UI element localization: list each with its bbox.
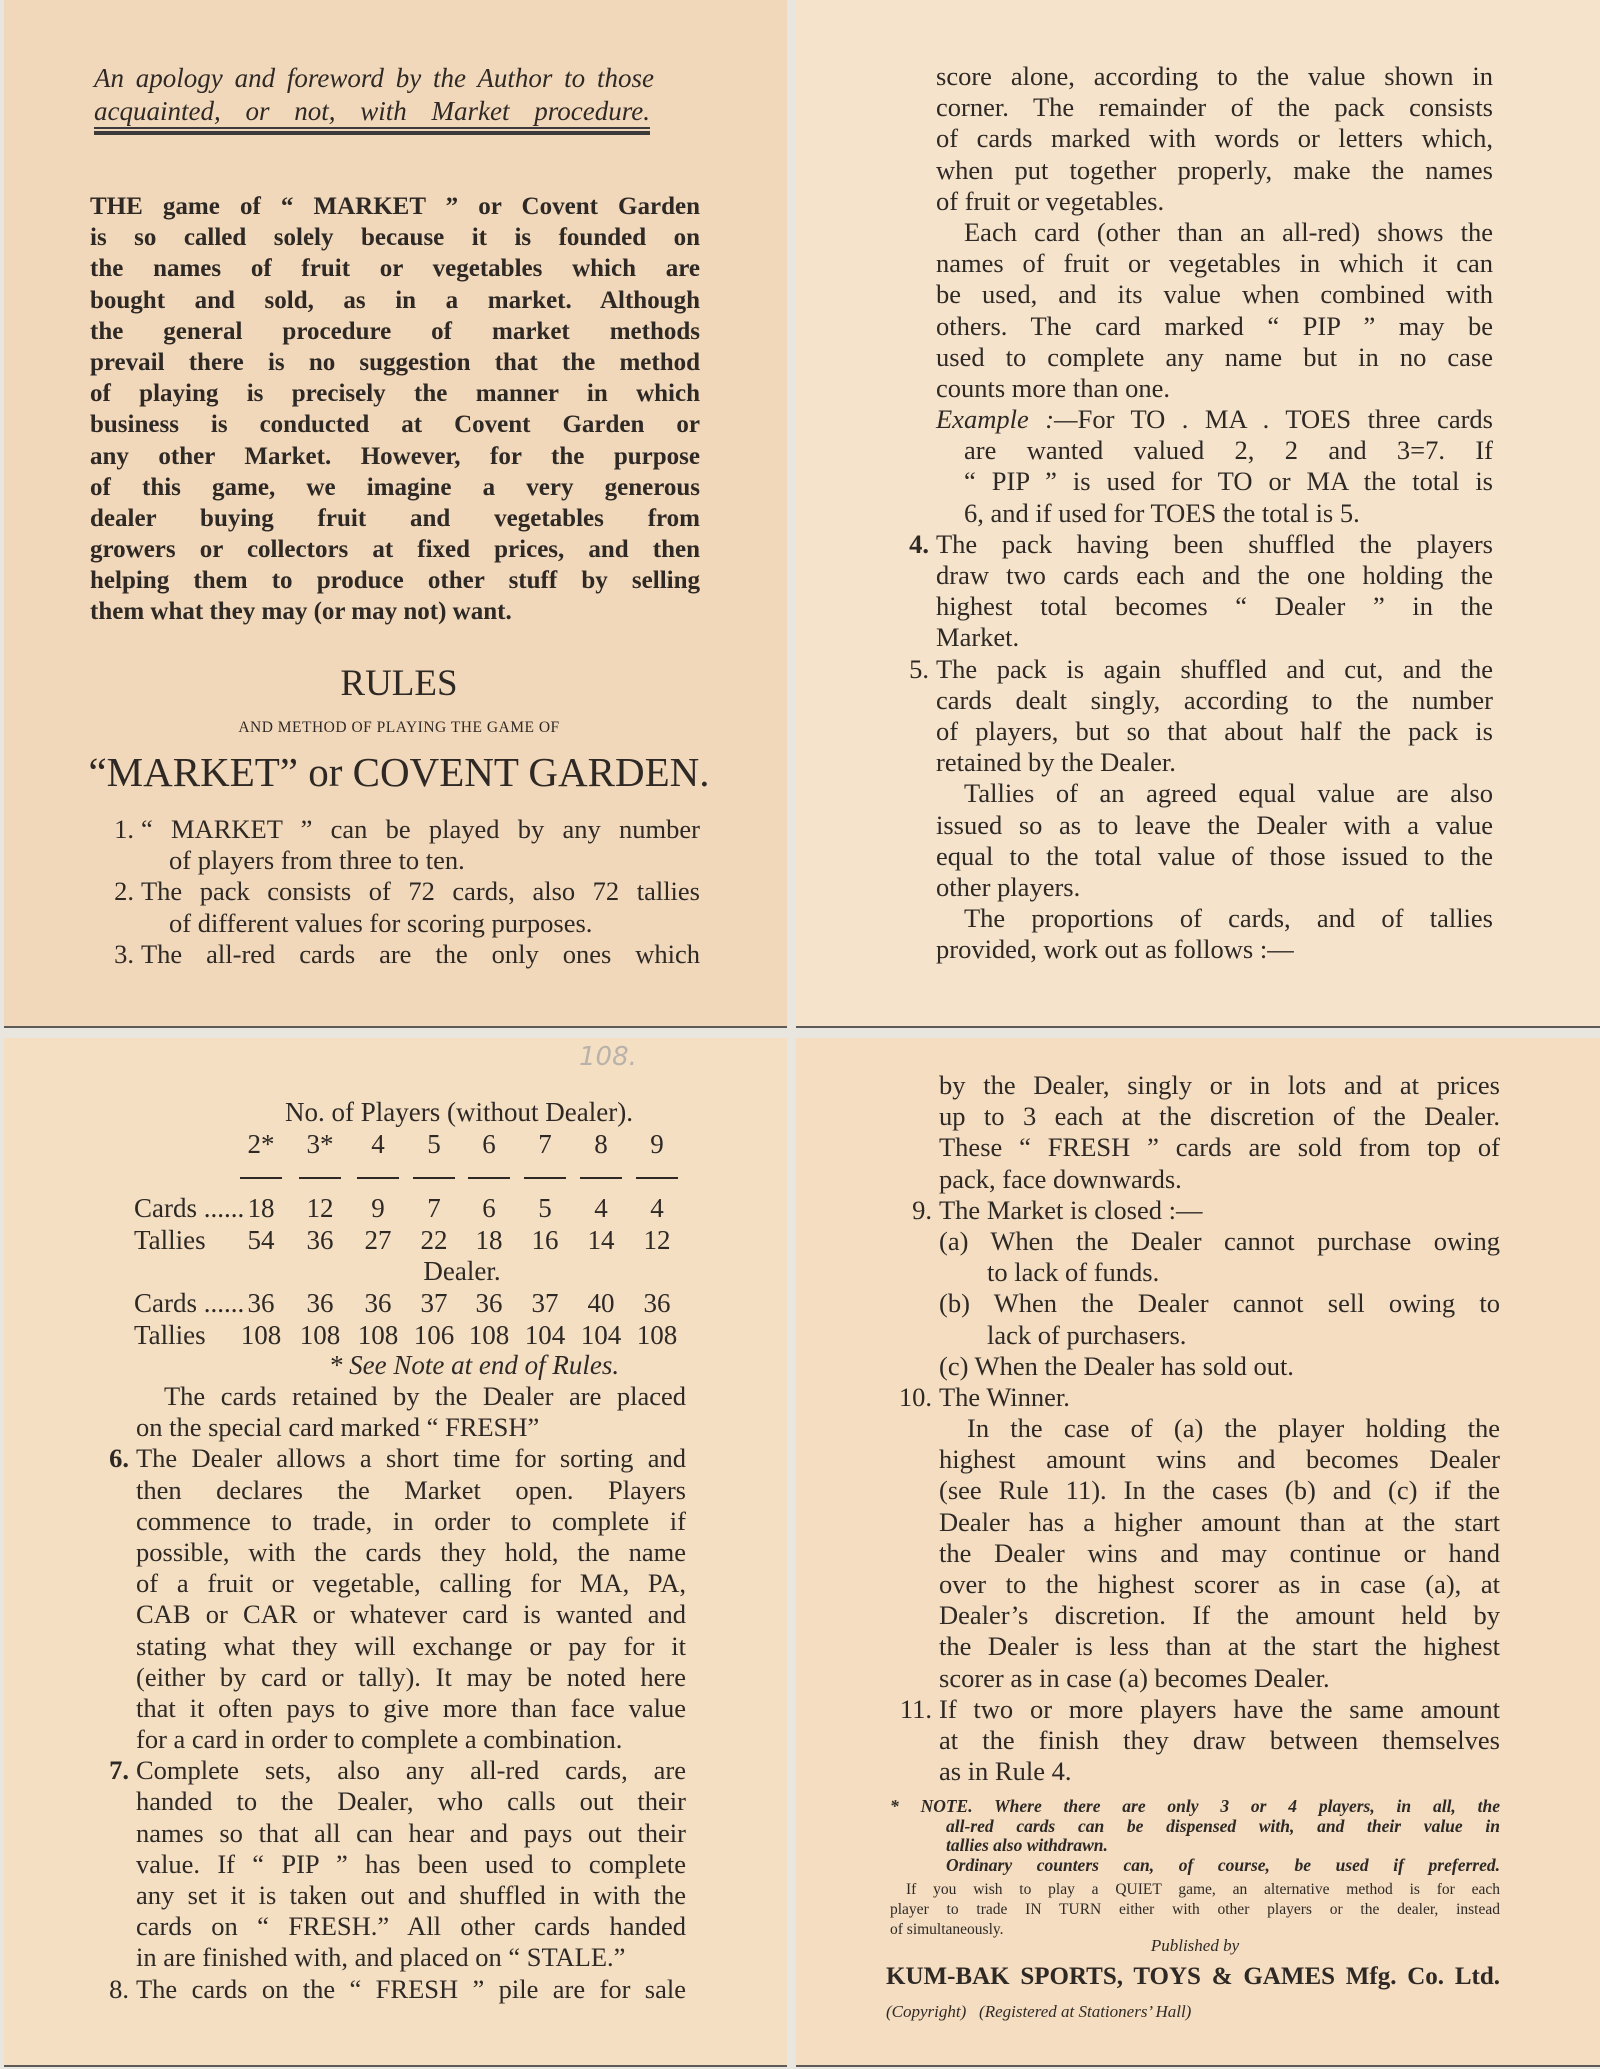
text-line: CAB or CAR or whatever card is wanted and: [136, 1599, 686, 1630]
text-line: The Dealer allows a short time for sorting and: [136, 1443, 686, 1474]
text-line: The Market is closed :—: [939, 1194, 1203, 1225]
column-header: 4: [371, 1129, 385, 1159]
note-line: Ordinary counters can, of course, be used if preferred.: [946, 1854, 1500, 1875]
text-line: of different values for scoring purposes.: [169, 907, 593, 938]
column-header: 2*: [247, 1129, 275, 1159]
table-cell: 36: [475, 1288, 503, 1318]
note-line: * NOTE. Where there are only 3 or 4 players, in all, the: [890, 1796, 1500, 1816]
row-label: Tallies: [134, 1320, 206, 1350]
text-line: by the Dealer, singly or in lots and at prices: [939, 1070, 1500, 1100]
note-line: all-red cards can be dispensed with, and their value in: [946, 1815, 1500, 1836]
column-header: 8: [594, 1129, 608, 1159]
text-line: “ MARKET ” can be played by any number: [141, 814, 700, 844]
table-cell: 36: [306, 1288, 334, 1318]
table-footnote: * See Note at end of Rules.: [328, 1350, 620, 1380]
text-line: (c) When the Dealer has sold out.: [939, 1350, 1294, 1381]
text-line: the names of fruit or vegetables which are: [90, 255, 700, 283]
double-rule-divider: [94, 127, 650, 135]
table-cell: 27: [364, 1225, 392, 1255]
table-cell: 108: [240, 1320, 282, 1350]
rules-text: [109, 1381, 686, 2005]
quiet-line: If you wish to play a QUIET game, an alternative method is for each: [906, 1881, 1500, 1898]
text-line: The all-red cards are the only ones which: [141, 938, 700, 969]
text-line: of a fruit or vegetable, calling for MA, PA,: [136, 1568, 686, 1599]
table-cell: 108: [636, 1320, 678, 1350]
table-cell: 22: [420, 1225, 448, 1255]
table-cell: 6: [482, 1193, 496, 1223]
table-cell: 54: [247, 1225, 275, 1255]
rule-item: [909, 653, 1493, 779]
column-rule: [357, 1177, 399, 1179]
page-rules-end: [796, 1038, 1600, 2065]
text-line: names of fruit or vegetables in which it can: [936, 248, 1493, 279]
page-foreword-and-rules: [4, 0, 787, 1026]
page-rules-continued: [796, 0, 1600, 1026]
table-cell: 4: [594, 1193, 608, 1223]
rule-number: 10.: [898, 1381, 932, 1412]
text-line: highest amount wins and becomes Dealer: [939, 1444, 1500, 1475]
table-cell: 104: [580, 1320, 622, 1350]
rule-item: [899, 1693, 1500, 1788]
table-cell: 37: [531, 1288, 559, 1318]
column-header: 6: [482, 1129, 496, 1159]
table-cell: 12: [643, 1225, 671, 1255]
text-line: The pack consists of 72 cards, also 72 tallies: [141, 876, 700, 907]
paragraph: [936, 903, 1493, 965]
text-line: them what they may (or may not) want.: [90, 598, 512, 626]
text-line: the Dealer wins and may continue or hand: [939, 1537, 1500, 1568]
text-line: Market.: [936, 622, 1020, 653]
table-cell: 9: [371, 1193, 385, 1223]
rule-number: 1.: [114, 814, 134, 844]
table-cell: 18: [247, 1193, 275, 1223]
rule-item: [114, 814, 700, 876]
text-line: of this game, we imagine a very generous: [90, 473, 700, 501]
column-rule: [413, 1177, 455, 1179]
text-line: stating what they will exchange or pay for it: [136, 1630, 686, 1661]
paragraph: [936, 778, 1493, 903]
table-cell: 12: [306, 1193, 334, 1223]
text-line: Dealer’s discretion. If the amount held by: [939, 1600, 1500, 1631]
table-cell: 104: [524, 1320, 566, 1350]
table-cell: 106: [413, 1320, 455, 1350]
text-line: value. If “ PIP ” has been used to complete: [136, 1848, 686, 1879]
note-line: tallies also withdrawn.: [946, 1835, 1108, 1855]
rule-item: [114, 938, 700, 970]
column-rule: [240, 1177, 282, 1179]
column-header: 5: [427, 1129, 441, 1159]
page-distribution-table: [4, 1038, 787, 2065]
text-line: (a) When the Dealer cannot purchase owing: [939, 1225, 1500, 1256]
quiet-line: of simultaneously.: [890, 1921, 1004, 1938]
column-header: 7: [538, 1129, 552, 1159]
text-line: be used, and its value when combined with: [936, 279, 1493, 310]
text-line: Tallies of an agreed equal value are also: [964, 778, 1493, 809]
table-cell: 5: [538, 1193, 552, 1223]
rules-text: [909, 61, 1493, 965]
foreword-title-line: acquainted, or not, with Market procedure.: [94, 96, 650, 126]
table-cell: 4: [650, 1193, 664, 1223]
text-line: [936, 404, 1493, 435]
text-line: then declares the Market open. Players: [136, 1474, 686, 1505]
game-title: “MARKET” or COVENT GARDEN.: [88, 749, 710, 795]
paragraph: [936, 61, 1493, 217]
rule-item: [109, 1973, 686, 2005]
text-line: These “ FRESH ” cards are sold from top of: [939, 1132, 1500, 1163]
text-line: The pack is again shuffled and cut, and the: [936, 653, 1493, 684]
text-line: in are finished with, and placed on “ STALE.”: [136, 1942, 626, 1973]
paragraph: [936, 404, 1493, 529]
column-rule: [468, 1177, 510, 1179]
text-line: Each card (other than an all-red) shows the: [964, 216, 1493, 247]
quiet-game-note: [890, 1880, 1500, 1940]
text-line: helping them to produce other stuff by selling: [90, 567, 700, 595]
text-line: score alone, according to the value shown in: [936, 61, 1493, 91]
text-line: any other Market. However, for the purpose: [90, 442, 700, 470]
text-line: The cards retained by the Dealer are placed: [164, 1381, 686, 1411]
text-line: for a card in order to complete a combination.: [136, 1724, 623, 1755]
text-line: the Dealer is less than at the start the highest: [939, 1631, 1500, 1662]
column-rule: [636, 1177, 678, 1179]
paragraph: [90, 191, 700, 628]
table-cell: 16: [531, 1225, 559, 1255]
table-cell: 7: [427, 1193, 441, 1223]
rule-number: 7.: [109, 1755, 129, 1786]
rule-number: 5.: [909, 653, 929, 684]
rules-heading: RULES: [340, 663, 458, 704]
rule-item: [109, 1443, 686, 1755]
text-fragment: For TO . MA . TOES three cards: [1077, 404, 1493, 435]
text-line: prevail there is no suggestion that the method: [90, 348, 700, 376]
quiet-line: player to trade IN TURN either with other players or the dealer, instead: [890, 1901, 1500, 1918]
column-header: 9: [650, 1129, 664, 1159]
rule-number: 9.: [912, 1194, 932, 1225]
rule-number: 3.: [114, 938, 134, 969]
text-line: possible, with the cards they hold, the name: [136, 1536, 686, 1567]
text-line: as in Rule 4.: [939, 1756, 1072, 1787]
table-header: No. of Players (without Dealer).: [285, 1097, 633, 1127]
text-line: equal to the total value of those issued to the: [936, 840, 1493, 871]
text-line: issued so as to leave the Dealer with a value: [936, 809, 1493, 840]
text-line: draw two cards each and the one holding the: [936, 560, 1493, 590]
table-cell: 36: [364, 1288, 392, 1318]
text-line: others. The card marked “ PIP ” may be: [936, 310, 1493, 341]
text-line: on the special card marked “ FRESH”: [136, 1412, 540, 1443]
text-line: at the finish they draw between themselves: [939, 1724, 1500, 1755]
text-line: bought and sold, as in a market. Although: [90, 286, 700, 314]
table-cell: 36: [643, 1288, 671, 1318]
column-rule: [524, 1177, 566, 1179]
row-label: Cards ......: [134, 1193, 245, 1223]
foreword-body: [90, 191, 700, 628]
text-line: up to 3 each at the discretion of the Dealer.: [939, 1101, 1500, 1132]
text-line: cards on “ FRESH.” All other cards handed: [136, 1911, 686, 1942]
text-line: If two or more players have the same amount: [939, 1693, 1500, 1724]
column-rule: [580, 1177, 622, 1179]
text-line: “ PIP ” is used for TO or MA the total is: [964, 466, 1493, 497]
text-line: THE game of “ MARKET ” or Covent Garden: [90, 193, 700, 220]
text-line: cards dealt singly, according to the number: [936, 684, 1493, 715]
text-line: names so that all can hear and pays out their: [136, 1817, 686, 1848]
paragraph: [936, 217, 1493, 404]
rules-subheading: AND METHOD OF PLAYING THE GAME OF: [238, 719, 560, 736]
table-cell: 108: [357, 1320, 399, 1350]
table-cell: 40: [587, 1288, 615, 1318]
text-line: of players from three to ten.: [169, 845, 465, 876]
text-line: lack of purchasers.: [987, 1319, 1187, 1350]
text-line: to lack of funds.: [987, 1257, 1160, 1288]
paragraph: [939, 1226, 1500, 1288]
paragraph: [939, 1413, 1500, 1694]
text-line: of cards marked with words or letters which,: [936, 123, 1493, 154]
text-line: Complete sets, also any all-red cards, are: [136, 1755, 686, 1786]
table-cell: 18: [475, 1225, 503, 1255]
text-line: (b) When the Dealer cannot sell owing to: [939, 1288, 1500, 1319]
text-line: the general procedure of market methods: [90, 317, 700, 345]
table-cell: 14: [587, 1225, 615, 1255]
rules-list: [114, 814, 700, 970]
paragraph: [939, 1288, 1500, 1350]
copyright-line: [886, 2002, 1191, 2022]
text-line: scorer as in case (a) becomes Dealer.: [939, 1662, 1330, 1693]
text-line: of playing is precisely the manner in which: [90, 380, 700, 408]
text-line: that it often pays to give more than face value: [136, 1692, 686, 1723]
rule-number: 6.: [109, 1443, 129, 1474]
text-line: handed to the Dealer, who calls out their: [136, 1786, 686, 1817]
rule-item: [912, 1194, 1500, 1226]
text-line: The pack having been shuffled the players: [936, 528, 1493, 559]
paragraph: [136, 1381, 686, 1443]
text-line: of players, but so that about half the pack is: [936, 715, 1493, 746]
rule-number: 8.: [109, 1973, 129, 2004]
column-rule: [299, 1177, 341, 1179]
row-label: Tallies: [134, 1225, 206, 1255]
text-line: The cards on the “ FRESH ” pile are for sale: [136, 1973, 686, 2004]
copyright-label: (Copyright): [886, 2002, 967, 2021]
text-line: when put together properly, make the names: [936, 154, 1493, 185]
table-cell: 36: [306, 1225, 334, 1255]
text-line: is so called solely because it is founded on: [90, 224, 700, 252]
text-line: (either by card or tally). It may be noted here: [136, 1661, 686, 1692]
text-line: Dealer has a higher amount than at the start: [939, 1506, 1500, 1537]
foreword-title: [94, 62, 654, 128]
text-line: In the case of (a) the player holding the: [967, 1413, 1500, 1444]
example-label: Example :—: [936, 404, 1078, 435]
row-label: Cards ......: [134, 1288, 245, 1318]
rule-item: [909, 528, 1493, 654]
text-line: highest total becomes “ Dealer ” in the: [936, 591, 1493, 622]
text-line: (see Rule 11). In the cases (b) and (c) if the: [939, 1475, 1500, 1506]
dealer-label: Dealer.: [423, 1256, 501, 1286]
text-line: of fruit or vegetables.: [936, 185, 1165, 216]
text-line: are wanted valued 2, 2 and 3=7. If: [964, 435, 1493, 466]
text-line: other players.: [936, 871, 1081, 902]
paragraph: [939, 1070, 1500, 1195]
rules-text: [898, 1070, 1500, 1787]
text-line: growers or collectors at fixed prices, and then: [90, 536, 700, 564]
paragraph: [939, 1351, 1500, 1382]
text-line: The Winner.: [939, 1381, 1070, 1412]
text-line: pack, face downwards.: [939, 1163, 1182, 1194]
text-line: provided, work out as follows :—: [936, 934, 1294, 965]
column-header: 3*: [306, 1129, 334, 1159]
text-line: 6, and if used for TOES the total is 5.: [964, 497, 1360, 528]
rule-item: [109, 1755, 686, 1973]
rule-item: [898, 1381, 1500, 1413]
footnote: [890, 1797, 1500, 1875]
text-line: business is conducted at Covent Garden or: [90, 411, 700, 439]
text-line: retained by the Dealer.: [936, 747, 1176, 778]
rule-item: [114, 876, 700, 938]
text-line: used to complete any name but in no case: [936, 341, 1493, 372]
table-cell: 108: [299, 1320, 341, 1350]
text-line: over to the highest scorer as in case (a), at: [939, 1569, 1500, 1599]
table-cell: 37: [420, 1288, 448, 1318]
text-line: corner. The remainder of the pack consists: [936, 92, 1493, 123]
text-line: dealer buying fruit and vegetables from: [90, 504, 700, 532]
rule-number: 4.: [909, 528, 929, 559]
rule-number: 11.: [899, 1693, 932, 1724]
text-line: counts more than one.: [936, 372, 1171, 403]
table-cell: 36: [247, 1288, 275, 1318]
foreword-title-line: An apology and foreword by the Author to those: [94, 63, 654, 93]
text-line: any set it is taken out and shuffled in with the: [136, 1880, 686, 1910]
text-line: commence to trade, in order to complete if: [136, 1505, 686, 1536]
text-line: The proportions of cards, and of tallies: [964, 903, 1493, 934]
table-cell: 108: [468, 1320, 510, 1350]
publisher-name: KUM-BAK SPORTS, TOYS & GAMES Mfg. Co. Ltd.: [886, 1963, 1500, 1990]
published-by-label: Published by: [1150, 1936, 1240, 1955]
handwritten-mark: 108.: [579, 1042, 637, 1072]
rule-number: 2.: [114, 876, 134, 907]
registered-label: (Registered at Stationers’ Hall): [979, 2002, 1192, 2021]
